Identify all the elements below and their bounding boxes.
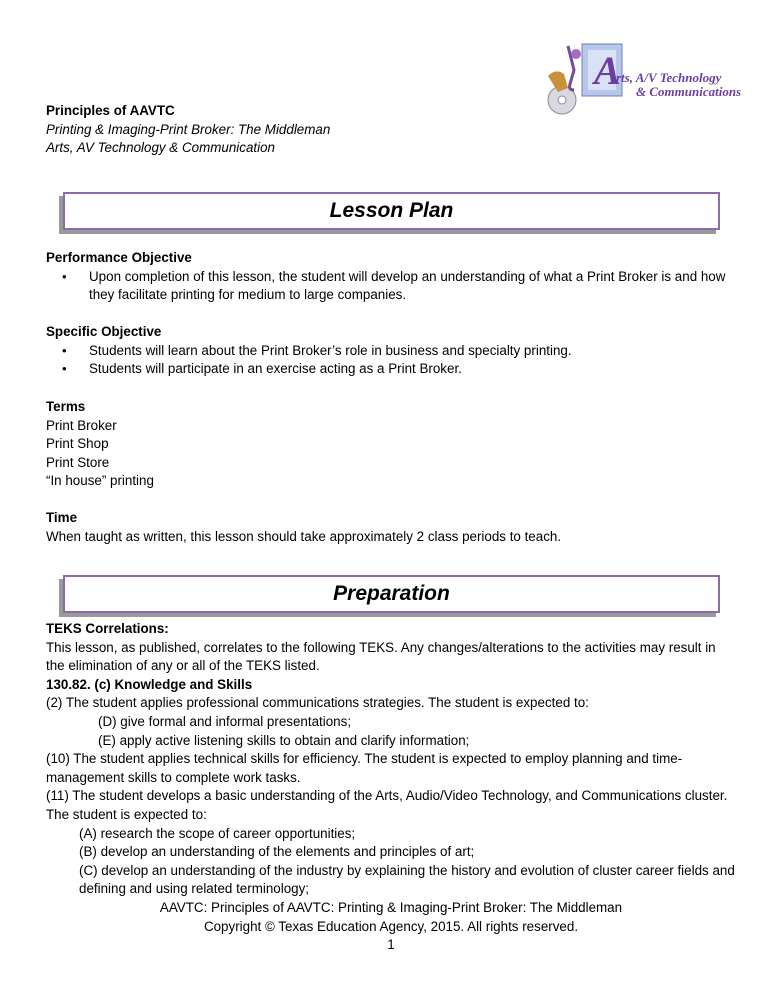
teks-item: (B) develop an understanding of the elements and principles of art; [79,844,475,860]
teks-item: (C) develop an understanding of the industry by explaining the history and evolution of cluster career fields and defining and using related terminology; [79,862,735,897]
logo-line-1: rts, A/V Technology [616,70,722,85]
footer-title: AAVTC: Principles of AAVTC: Printing & Imaging-Print Broker: The Middleman [159,900,623,915]
teks-item: (2) The student applies professional communications strategies. The student is expected to: [46,695,589,711]
preparation-title: Preparation [333,582,450,605]
course-name: Principles of AAVTC [46,103,175,118]
time-text: When taught as written, this lesson should take approximately 2 class periods to teach. [46,528,562,544]
teks-intro: This lesson, as published, correlates to the following TEKS. Any changes/alterations to the activities may result in the elimination of any or all of the TEKS listed. [46,639,716,674]
term-item: Print Store [46,454,110,470]
performance-objective-section [46,249,736,305]
terms-heading: Terms [46,399,86,414]
logo-line-2: & Communications [636,84,742,99]
teks-item: (10) The student applies technical skills for efficiency. The student is expected to employ planning and time-management skills to complete work tasks. [46,751,683,785]
specific-objective-heading: Specific Objective [46,324,162,339]
teks-item: (E) apply active listening skills to obtain and clarify information; [98,732,470,748]
performance-objective-heading: Performance Objective [46,250,192,265]
teks-item: (A) research the scope of career opportunities; [79,825,356,841]
specific-objective-bullet: • Students will learn about the Print Broker’s role in business and specialty printing. [46,342,736,361]
specific-objective-bullet: • Students will participate in an exercise acting as a Print Broker. [46,360,736,379]
arts-av-technology-logo [538,40,742,118]
teks-section [46,620,736,899]
performance-objective-bullet: • Upon completion of this lesson, the student will develop an understanding of what a Print Broker is and how they facilitate printing for medium to large companies. [46,268,736,305]
logo-letter: A [594,48,621,93]
cluster-name: Arts, AV Technology & Communication [46,140,275,156]
specific-objective-section [46,323,736,379]
teks-item: (11) The student develops a basic understanding of the Arts, Audio/Video Technology, and Communications cluster. The student is expected to: [46,788,728,822]
preparation-banner [63,575,720,613]
teks-item: (D) give formal and informal presentations; [98,713,352,729]
teks-heading: TEKS Correlations: [46,621,169,636]
lesson-title: Printing & Imaging-Print Broker: The Middleman [46,121,331,137]
page-number: 1 [387,937,395,953]
time-section [46,509,736,546]
page-footer [46,899,736,955]
teks-section-code: 130.82. (c) Knowledge and Skills [46,676,253,692]
term-item: Print Shop [46,436,109,452]
term-item: Print Broker [46,417,117,433]
time-heading: Time [46,510,78,525]
document-header [46,102,330,158]
lesson-plan-title: Lesson Plan [329,199,454,222]
lesson-plan-banner [63,192,720,230]
footer-copyright: Copyright © Texas Education Agency, 2015. All rights reserved. [203,918,579,934]
term-item: “In house” printing [46,473,154,489]
terms-section [46,398,736,491]
